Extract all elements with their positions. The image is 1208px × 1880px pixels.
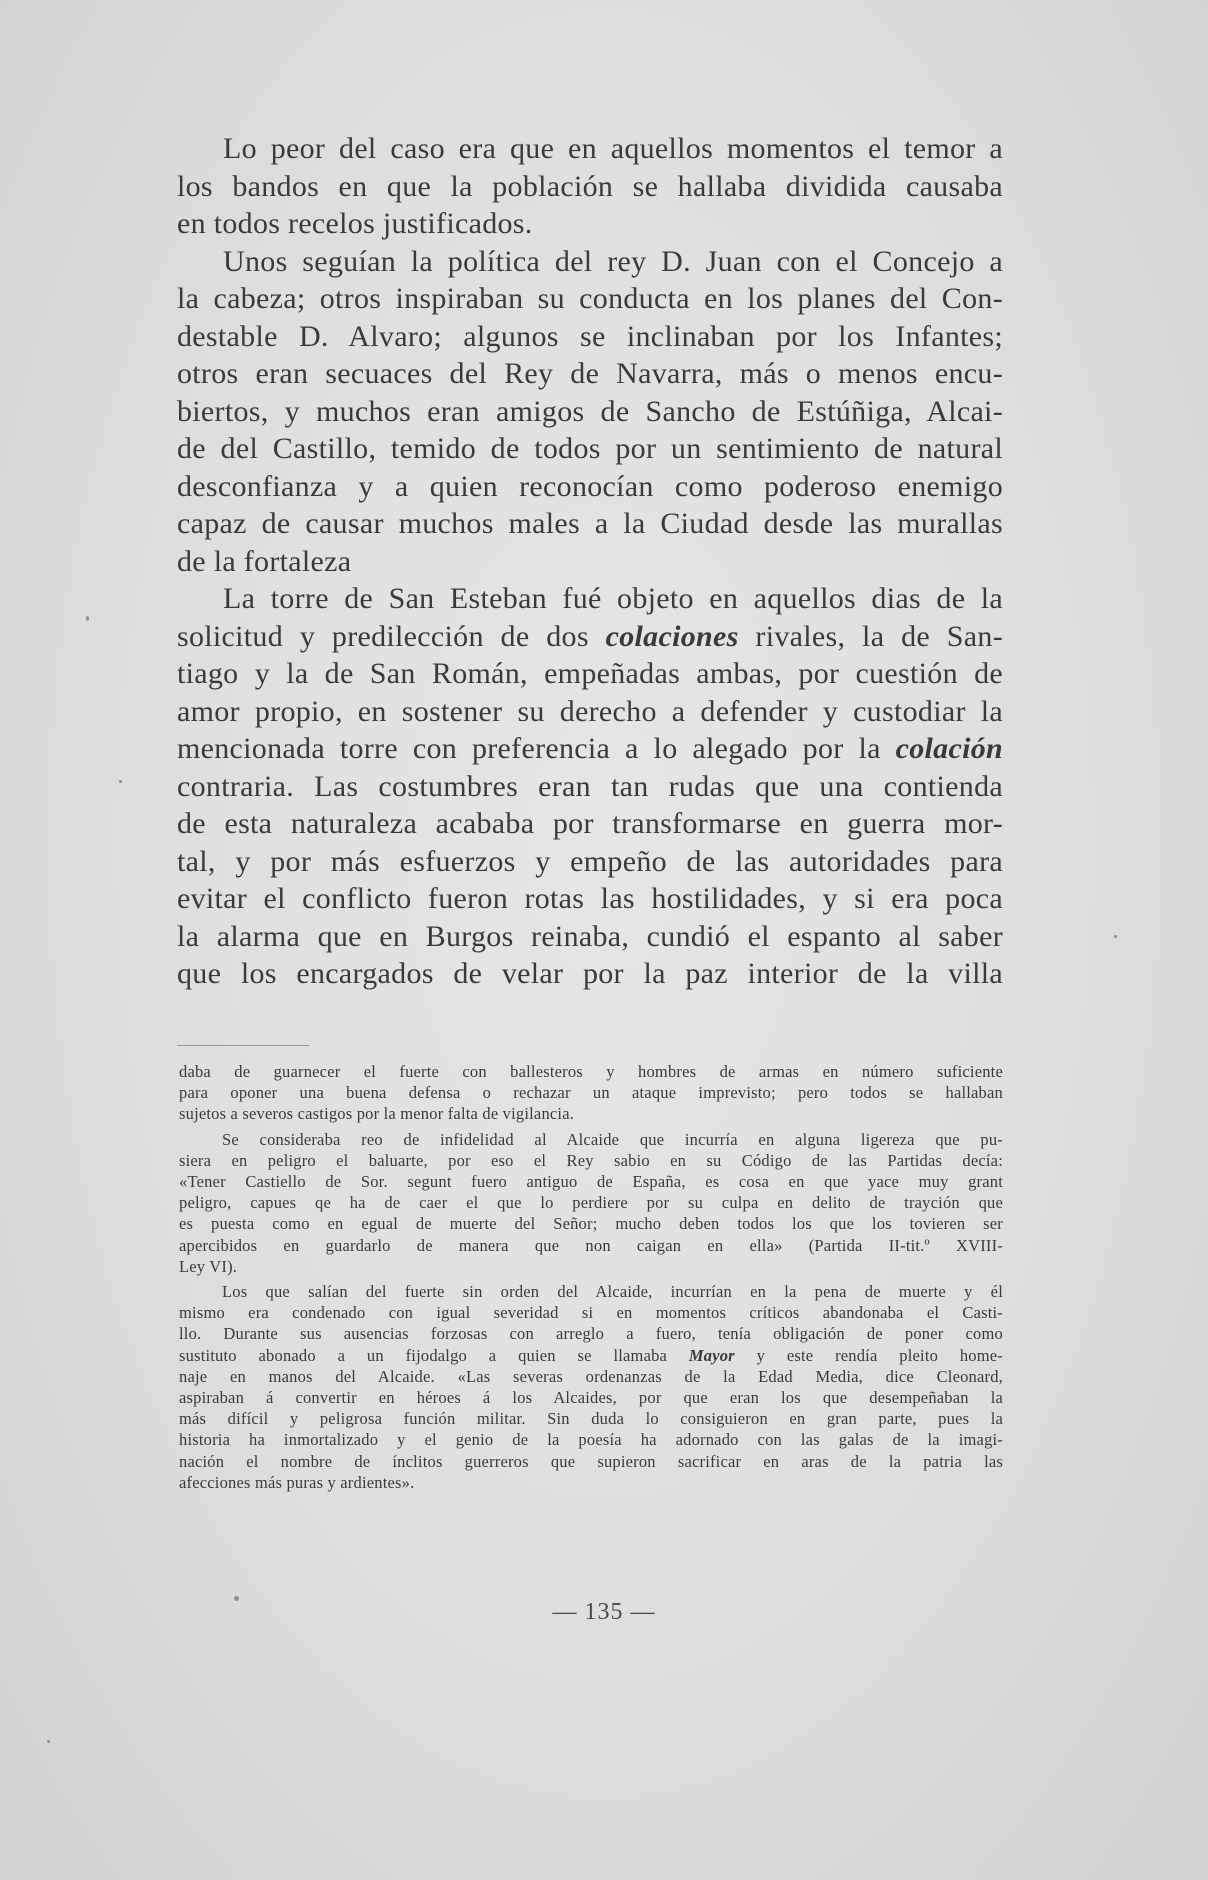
note-line: historia ha inmortalizado y el genio de la poesía ha adornado con las galas de la imagi- — [179, 1430, 1003, 1450]
main-text — [177, 130, 1003, 993]
note-line: apercibidos en guardarlo de manera que non caigan en ella» (Partida II-tit.º XVIII- — [179, 1235, 1003, 1255]
text-line: tal, y por más esfuerzos y empeño de las autoridades para — [177, 844, 1003, 878]
note-line: para oponer una buena defensa o rechazar un ataque imprevisto; pero todos se hallaban — [179, 1083, 1003, 1103]
note-line: Ley VI). — [179, 1256, 238, 1276]
text-line: capaz de causar muchos males a la Ciudad desde las murallas — [177, 507, 1003, 540]
text-line: la cabeza; otros inspiraban su conducta en los planes del Con- — [177, 282, 1003, 315]
italic-term: colación — [895, 732, 1003, 765]
note-line: mismo era condenado con igual severidad si en momentos críticos abandonaba el Casti- — [179, 1303, 1003, 1323]
text-line: Unos seguían la política del rey D. Juan con el Concejo a — [223, 244, 1003, 278]
text-run: y este rendía pleito home- — [734, 1345, 1003, 1365]
text-line: de la fortaleza — [177, 544, 352, 578]
footnotes — [179, 1061, 1003, 1493]
paper-speck — [234, 1596, 239, 1601]
note-line: afecciones más puras y ardientes». — [179, 1472, 415, 1492]
note-line: «Tener Castiello de Sor. segunt fuero antiguo de España, es cosa en que yace muy grant — [179, 1172, 1003, 1192]
italic-term: colaciones — [605, 619, 739, 653]
text-line: destable D. Alvaro; algunos se inclinaban por los Infantes; — [177, 319, 1003, 353]
note-line: llo. Durante sus ausencias forzosas con arreglo a fuero, tenía obligación de poner como — [179, 1324, 1003, 1344]
text-line — [177, 618, 1003, 656]
text-run: sustituto abonado a un fijodalgo a quien se llamaba — [179, 1345, 689, 1365]
text-line: otros eran secuaces del Rey de Navarra, más o menos encu- — [177, 357, 1003, 390]
text-line: desconfianza y a quien reconocían como poderoso enemigo — [177, 469, 1003, 503]
text-line: contraria. Las costumbres eran tan rudas que una contienda — [177, 769, 1003, 803]
text-line: de esta naturaleza acababa por transformarse en guerra mor- — [177, 807, 1003, 840]
note-line: es puesta como en egual de muerte del Señor; mucho deben todos los que los tovieren ser — [179, 1214, 1003, 1234]
text-run: solicitud y predilección de dos — [177, 619, 606, 653]
text-line: los bandos en que la población se hallaba dividida causaba — [177, 169, 1003, 203]
paper-speck — [86, 616, 89, 621]
text-line: de del Castillo, temido de todos por un sentimiento de natural — [177, 432, 1003, 465]
text-line: biertos, y muchos eran amigos de Sancho de Estúñiga, Alcai- — [177, 394, 1003, 428]
text-line — [177, 730, 1003, 768]
text-line: La torre de San Esteban fué objeto en aquellos dias de la — [223, 582, 1003, 615]
italic-term: Mayor — [688, 1345, 735, 1365]
text-line: que los encargados de velar por la paz interior de la villa — [177, 957, 1003, 990]
note-line: Se consideraba reo de infidelidad al Alcaide que incurría en alguna ligereza que pu- — [222, 1129, 1003, 1149]
note-line: daba de guarnecer el fuerte con ballesteros y hombres de armas en número suficiente — [179, 1062, 1003, 1081]
text-run: rivales, la de San- — [738, 619, 1003, 653]
page-number: — 135 — — [552, 1599, 656, 1625]
note-line: naje en manos del Alcaide. «Las severas ordenanzas de la Edad Media, dice Cleonard, — [179, 1366, 1003, 1386]
note-line: peligro, capues qe ha de caer el que lo perdiere por su culpa en delito de trayción que — [179, 1193, 1003, 1213]
paper-speck — [119, 780, 122, 783]
note-line: Los que salían del fuerte sin orden del Alcaide, incurrían en la pena de muerte y él — [222, 1282, 1003, 1302]
text-line: evitar el conflicto fueron rotas las hostilidades, y si era poca — [177, 882, 1003, 915]
note-line — [179, 1345, 1003, 1366]
footnote-separator — [177, 1045, 309, 1046]
text-line: Lo peor del caso era que en aquellos momentos el temor a — [223, 132, 1003, 165]
text-line: en todos recelos justificados. — [177, 207, 533, 240]
note-line: más difícil y peligrosa función militar. Sin duda lo consiguieron en gran parte, pues la — [179, 1409, 1003, 1429]
text-line: tiago y la de San Román, empeñadas ambas, por cuestión de — [177, 657, 1003, 690]
note-line: siera en peligro el baluarte, por eso el Rey sabio en su Código de las Partidas decía: — [179, 1150, 1003, 1170]
paper-speck — [1114, 935, 1117, 938]
text-line: amor propio, en sostener su derecho a defender y custodiar la — [177, 694, 1003, 728]
text-run: mencionada torre con preferencia a lo alegado por la — [177, 732, 896, 765]
note-line: nación el nombre de ínclitos guerreros que supieron sacrificar en aras de la patria las — [179, 1451, 1003, 1471]
note-line: aspiraban á convertir en héroes á los Alcaides, por que eran los que desempeñaban la — [179, 1388, 1003, 1408]
note-line: sujetos a severos castigos por la menor falta de vigilancia. — [179, 1104, 575, 1124]
text-line: la alarma que en Burgos reinaba, cundió el espanto al saber — [177, 919, 1003, 953]
paper-speck — [47, 1740, 50, 1743]
